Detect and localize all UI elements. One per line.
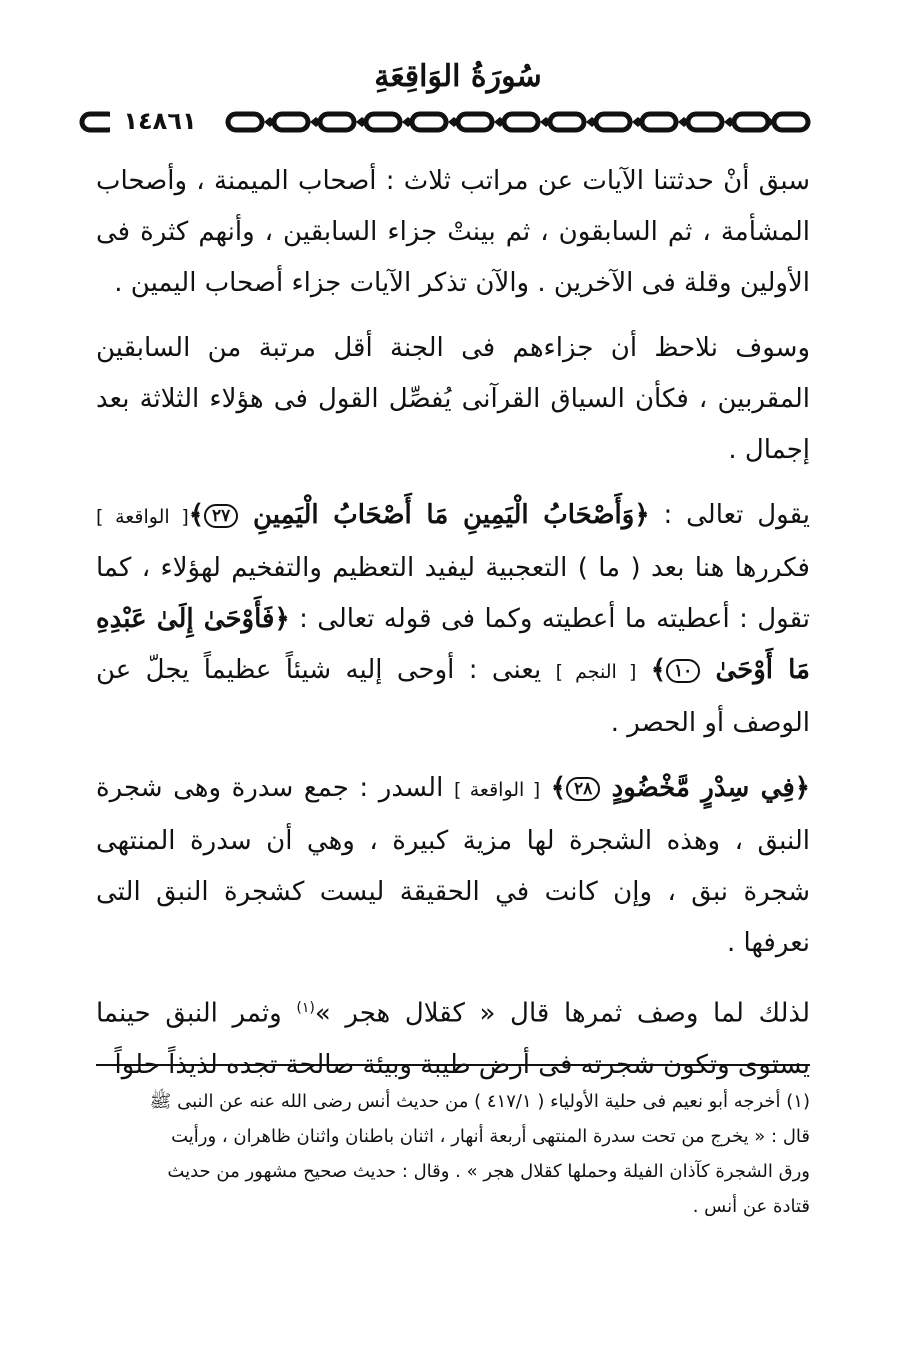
paragraph-fruit [96,983,810,1091]
page-number: ١٤٨٦١ [110,103,210,139]
footnote-line: قال : « يخرج من تحت سدرة المنتهى أربعة أنهار ، اثنان باطنان واثنان ظاهران ، ورأيت [171,1126,810,1147]
commentary-text: السدر : جمع سدرة وهى شجرة النبق ، وهذه الشجرة لها مزية كبيرة ، وهي أن سدرة المنتهى شجرة نبق ، وإن كانت في الحقيقة ليست كشجرة النبق التى نعرفها . [96,773,810,958]
commentary-text: يعنى : أوحى إليه شيئاً عظيماً يجلّ عن الوصف أو الحصر . [96,655,810,738]
paragraph-intro: سبق أنْ حدثتنا الآيات عن مراتب ثلاث : أصحاب الميمنة ، وأصحاب المشأمة ، ثم السابقون ، ثم بينتْ جزاء السابقين ، وأنهم كثرة فى الأولين وقلة فى الآخرين . والآن تذكر الآيات جزاء أصحاب اليمين . [96,166,810,298]
verse-close-bracket: ﴾ [650,655,667,685]
quran-verse [189,500,650,530]
verse-close-bracket: ﴾ [188,500,204,530]
commentary-text: وثمر النبق حينما يستوى وتكون شجرته فى أرض طيبة وبيئة صالحة تجده لذيذاً حلواً [96,998,810,1080]
footnote-marker: (١) [296,1000,315,1016]
paragraph-verse-27 [96,490,810,749]
paragraph-intro-text: يقول تعالى : [649,500,810,530]
footnote-line: (١) أخرجه أبو نعيم فى حلية الأولياء ( ٤١٧/١ ) من حديث أنس رضى الله عنه عن النبى ﷺ [149,1091,810,1112]
verse-text: فِي سِدْرٍ مَّخْضُودٍ [611,773,795,803]
paragraph-verse-28 [96,763,810,969]
commentary-text: فكررها هنا بعد ( ما ) التعجبية ليفيد التعظيم والتفخيم لهؤلاء ، كما تقول : أعطيته ما أعطيته وكما فى قوله تعالى : [96,553,811,634]
footnote [96,1084,810,1224]
verse-open-bracket: ﴿ [634,500,650,530]
commentary-text: لذلك لما وصف ثمرها قال « كقلال هجر » [314,998,810,1029]
verse-close-bracket: ﴾ [550,773,566,803]
quran-verse [551,773,810,803]
ayah-number-badge: ١٠ [666,659,700,683]
verse-text: وَأَصْحَابُ الْيَمِينِ مَا أَصْحَابُ الْيَمِينِ [252,500,635,530]
surah-title: سُورَةُ الوَاقِعَةِ [374,59,542,94]
verse-reference: [ الواقعة ] [96,506,189,528]
verse-reference: [ الواقعة ] [453,779,541,801]
body-text [96,156,810,1105]
paragraph-comparison: وسوف نلاحظ أن جزاءهم فى الجنة أقل مرتبة من السابقين المقربين ، فكأن السياق القرآنى يُفصِّل القول فى هؤلاء الثلاثة بعد إجمال . [96,333,810,465]
ayah-number-badge: ٢٧ [204,504,238,528]
verse-open-bracket: ﴿ [274,604,290,634]
footnote-line: ورق الشجرة كآذان الفيلة وحملها كقلال هجر » . وقال : حديث صحيح مشهور من حديث [167,1161,810,1182]
footnote-line: قتادة عن أنس . [692,1196,810,1217]
ayah-number-badge: ٢٨ [566,777,600,801]
verse-open-bracket: ﴿ [794,773,810,803]
verse-text: فَأَوْحَىٰ إِلَىٰ عَبْدِهِ مَا أَوْحَىٰ [96,604,810,685]
footnote-separator [96,1064,810,1066]
verse-reference: [ النجم ] [555,661,637,683]
